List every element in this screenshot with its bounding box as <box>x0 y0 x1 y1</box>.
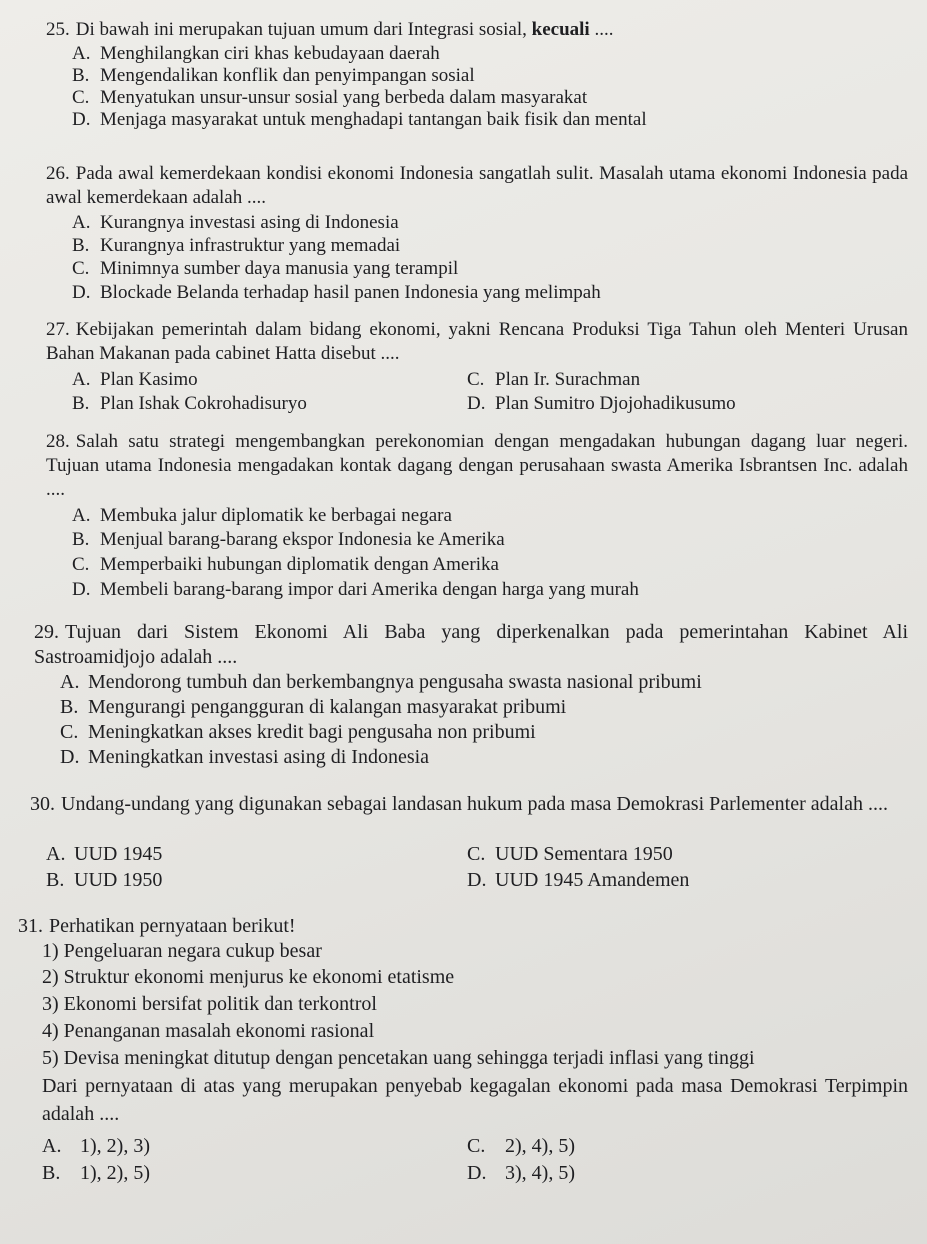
option-letter: D. <box>467 1162 487 1184</box>
option-letter: A. <box>72 43 91 64</box>
option-text: UUD 1945 Amandemen <box>495 869 690 891</box>
option-text: Mengurangi pengangguran di kalangan masyarakat pribumi <box>88 696 567 718</box>
question-stem <box>30 791 910 817</box>
option-a[interactable] <box>46 843 162 865</box>
option-text: Mengendalikan konflik dan penyimpangan sosial <box>100 65 475 86</box>
question-text: Perhatikan pernyataan berikut! <box>49 915 296 937</box>
question-stem <box>34 620 908 670</box>
option-text: Meningkatkan akses kredit bagi pengusaha non pribumi <box>88 721 536 743</box>
option-text: UUD 1945 <box>74 843 163 865</box>
option-letter: B. <box>72 235 90 256</box>
option-letter: D. <box>72 282 91 303</box>
option-letter: C. <box>72 87 90 108</box>
option-text: Plan Ir. Surachman <box>495 369 641 390</box>
option-text: Plan Kasimo <box>100 369 198 390</box>
question-number: 28. <box>46 431 70 452</box>
option-d[interactable] <box>72 282 601 304</box>
option-c[interactable] <box>60 721 536 743</box>
option-b[interactable] <box>60 696 566 718</box>
option-letter: C. <box>467 1135 486 1157</box>
question-ellipsis: .... <box>594 19 614 40</box>
statement-3: 3) Ekonomi bersifat politik dan terkontrol <box>42 993 377 1015</box>
option-a[interactable] <box>72 212 399 234</box>
option-letter: B. <box>72 529 90 550</box>
statement-1: 1) Pengeluaran negara cukup besar <box>42 940 322 962</box>
option-b[interactable] <box>72 393 307 415</box>
option-text: Blockade Belanda terhadap hasil panen Indonesia yang melimpah <box>100 282 601 303</box>
question-number: 26. <box>46 163 70 184</box>
option-c[interactable] <box>72 258 458 280</box>
option-letter: D. <box>467 869 487 891</box>
option-letter: A. <box>42 1135 62 1157</box>
option-d[interactable] <box>467 869 689 891</box>
question-stem <box>18 913 908 939</box>
option-letter: C. <box>72 258 90 279</box>
option-a[interactable] <box>72 369 198 391</box>
option-letter: A. <box>46 843 66 865</box>
option-letter: C. <box>72 554 90 575</box>
question-prompt: Dari pernyataan di atas yang merupakan penyebab kegagalan ekonomi pada masa Demokrasi Terpimpin adalah .... <box>42 1075 908 1125</box>
option-letter: C. <box>60 721 79 743</box>
option-letter: D. <box>60 746 80 768</box>
question-number: 29. <box>34 621 59 643</box>
option-letter: D. <box>72 109 91 130</box>
option-text: Menghilangkan ciri khas kebudayaan daerah <box>100 43 440 64</box>
option-letter: A. <box>72 505 91 526</box>
option-c[interactable] <box>467 369 640 391</box>
option-a[interactable] <box>72 505 452 527</box>
option-letter: B. <box>72 65 90 86</box>
option-text: Memperbaiki hubungan diplomatik dengan Amerika <box>100 554 499 575</box>
option-letter: B. <box>60 696 79 718</box>
option-text: 1), 2), 3) <box>80 1135 150 1157</box>
option-letter: B. <box>42 1162 61 1184</box>
question-number: 25. <box>46 19 70 40</box>
option-a[interactable] <box>72 43 440 65</box>
option-text: 2), 4), 5) <box>505 1135 575 1157</box>
option-b[interactable] <box>72 529 505 551</box>
option-letter: A. <box>72 212 91 233</box>
option-text: Menjual barang-barang ekspor Indonesia ke Amerika <box>100 529 505 550</box>
option-letter: B. <box>46 869 65 891</box>
question-emphasis: kecuali <box>531 19 590 40</box>
option-text: Plan Ishak Cokrohadisuryo <box>100 393 307 414</box>
question-stem <box>46 318 908 366</box>
question-text: Pada awal kemerdekaan kondisi ekonomi Indonesia sangatlah sulit. Masalah utama ekonomi Indonesia pada awal kemerdekaan adalah .... <box>46 163 908 208</box>
question-stem <box>46 18 906 42</box>
question-text: Salah satu strategi mengembangkan perekonomian dengan mengadakan hubungan dagang luar negeri. Tujuan utama Indonesia mengadakan kontak dagang dengan perusahaan swasta Amerika Isbrantsen Inc. adalah .... <box>46 431 908 500</box>
option-text: Menjaga masyarakat untuk menghadapi tantangan baik fisik dan mental <box>100 109 647 130</box>
option-letter: A. <box>60 671 80 693</box>
option-letter: C. <box>467 843 486 865</box>
option-letter: A. <box>72 369 91 390</box>
option-d[interactable] <box>72 579 639 601</box>
option-c[interactable] <box>72 87 587 109</box>
option-text: UUD Sementara 1950 <box>495 843 673 865</box>
question-number: 27. <box>46 319 70 340</box>
option-text: Minimnya sumber daya manusia yang terampil <box>100 258 459 279</box>
option-text: Menyatukan unsur-unsur sosial yang berbeda dalam masyarakat <box>100 87 588 108</box>
option-d[interactable] <box>467 1162 575 1184</box>
option-d[interactable] <box>60 746 429 768</box>
option-letter: D. <box>72 579 91 600</box>
option-text: Plan Sumitro Djojohadikusumo <box>495 393 736 414</box>
option-text: Mendorong tumbuh dan berkembangnya pengusaha swasta nasional pribumi <box>88 671 702 693</box>
option-b[interactable] <box>72 235 400 257</box>
option-text: UUD 1950 <box>74 869 163 891</box>
option-c[interactable] <box>72 554 499 576</box>
statement-2: 2) Struktur ekonomi menjurus ke ekonomi etatisme <box>42 966 455 988</box>
option-d[interactable] <box>467 393 736 415</box>
question-text: Tujuan dari Sistem Ekonomi Ali Baba yang diperkenalkan pada pemerintahan Kabinet Ali Sastroamidjojo adalah .... <box>34 621 908 668</box>
option-a[interactable] <box>60 671 702 693</box>
question-number: 31. <box>18 915 43 937</box>
option-text: Membeli barang-barang impor dari Amerika dengan harga yang murah <box>100 579 639 600</box>
option-b[interactable] <box>42 1162 150 1184</box>
option-text: Kurangnya infrastruktur yang memadai <box>100 235 401 256</box>
question-stem <box>46 162 908 210</box>
option-letter: D. <box>467 393 486 414</box>
option-text: 1), 2), 5) <box>80 1162 150 1184</box>
option-c[interactable] <box>467 1135 575 1157</box>
question-number: 30. <box>30 793 55 815</box>
option-letter: B. <box>72 393 90 414</box>
question-text: Undang-undang yang digunakan sebagai landasan hukum pada masa Demokrasi Parlementer adalah .... <box>61 793 888 815</box>
statement-4: 4) Penanganan masalah ekonomi rasional <box>42 1020 375 1042</box>
option-text: Membuka jalur diplomatik ke berbagai negara <box>100 505 452 526</box>
option-letter: C. <box>467 369 485 390</box>
option-text: 3), 4), 5) <box>505 1162 575 1184</box>
question-stem <box>46 430 908 502</box>
option-text: Kurangnya investasi asing di Indonesia <box>100 212 399 233</box>
question-text: Di bawah ini merupakan tujuan umum dari Integrasi sosial, <box>75 19 527 40</box>
statement-5: 5) Devisa meningkat ditutup dengan pencetakan uang sehingga terjadi inflasi yang tinggi <box>42 1047 755 1069</box>
option-a[interactable] <box>42 1135 150 1157</box>
option-d[interactable] <box>72 109 647 131</box>
option-c[interactable] <box>467 843 673 865</box>
question-text: Kebijakan pemerintah dalam bidang ekonomi, yakni Rencana Produksi Tiga Tahun oleh Menteri Urusan Bahan Makanan pada cabinet Hatta disebut .... <box>46 319 908 364</box>
option-text: Meningkatkan investasi asing di Indonesia <box>88 746 430 768</box>
option-b[interactable] <box>46 869 162 891</box>
option-b[interactable] <box>72 65 475 87</box>
